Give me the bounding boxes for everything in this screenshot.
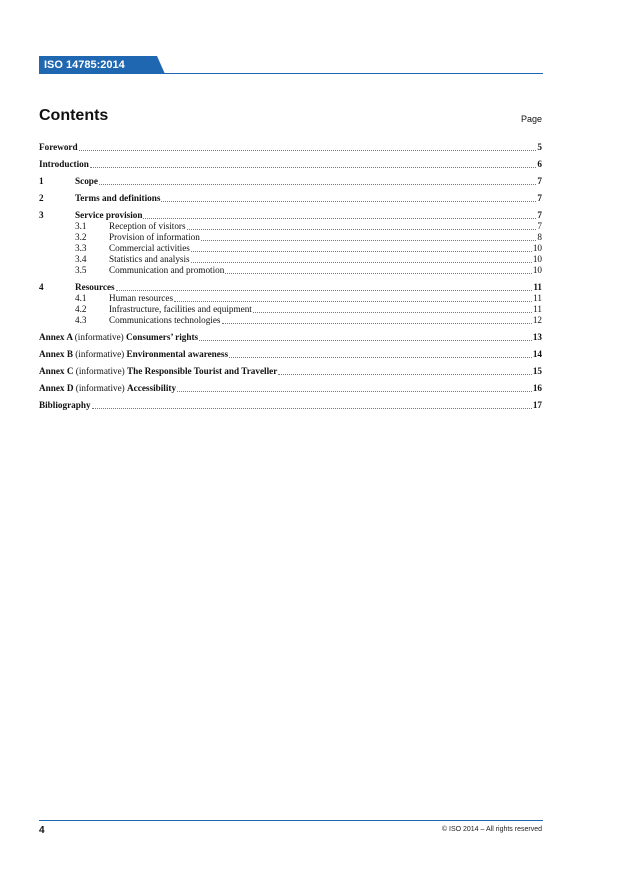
leader-dots (199, 339, 532, 341)
toc-entry-title (109, 315, 221, 326)
toc-entry[interactable] (39, 282, 542, 293)
toc-entry[interactable] (39, 349, 542, 360)
toc-entry[interactable] (39, 400, 542, 411)
toc-entry-text: Foreword (39, 142, 78, 152)
toc-entry-number: 3 (39, 210, 44, 220)
toc-entry-page: 12 (532, 315, 542, 325)
document-id-tab (39, 56, 157, 74)
leader-dots (92, 407, 532, 409)
toc-entry-text: The Responsible Tourist and Traveller (127, 366, 278, 376)
footer-page-number: 4 (39, 825, 45, 836)
toc-entry-title (39, 332, 198, 343)
leader-dots (225, 272, 531, 274)
page-column-label: Page (520, 114, 542, 124)
toc-entry-title (75, 210, 142, 221)
toc-entry[interactable] (39, 315, 542, 326)
toc-entry-text: Commercial activities (109, 243, 190, 253)
toc-entry-page: 7 (537, 210, 542, 220)
toc-entry-title (39, 159, 89, 170)
toc-entry-text: Provision of information (109, 232, 200, 242)
toc-entry-number: 4 (39, 282, 44, 292)
toc-entry-text: Communication and promotion (109, 265, 225, 275)
toc-entry-text: Scope (75, 176, 98, 186)
toc-entry-page: 6 (537, 159, 542, 169)
toc-entry[interactable] (39, 243, 542, 254)
toc-entry-text: Infrastructure, facilities and equipment (109, 304, 252, 314)
toc-entry-text: Resources (75, 282, 115, 292)
toc-entry[interactable] (39, 210, 542, 221)
toc-entry[interactable] (39, 159, 542, 170)
toc-entry-title (39, 142, 78, 153)
toc-entry-text: Human resources (109, 293, 174, 303)
toc-entry-page: 11 (533, 293, 542, 303)
toc-entry-page: 7 (537, 193, 542, 203)
toc-entry-title (109, 243, 190, 254)
toc-entry[interactable] (39, 221, 542, 232)
toc-entry-number: 2 (39, 193, 44, 203)
toc-entry[interactable] (39, 142, 542, 153)
toc-entry-page: 8 (537, 232, 542, 242)
toc-entry-title (109, 221, 186, 232)
leader-dots (229, 356, 532, 358)
annex-prefix: Annex C (informative) (39, 366, 128, 376)
toc-entry-page: 7 (537, 176, 542, 186)
leader-dots (161, 200, 536, 202)
toc-entry-number: 3.4 (75, 254, 87, 264)
document-id: ISO 14785:2014 (44, 59, 125, 71)
toc-entry-number: 4.3 (75, 315, 87, 325)
annex-prefix: Annex B (informative) (39, 349, 127, 359)
toc-entry-number: 4.2 (75, 304, 87, 314)
toc-entry[interactable] (39, 265, 542, 276)
leader-dots (79, 149, 537, 151)
toc-entry-title (39, 383, 176, 394)
toc-entry[interactable] (39, 332, 542, 343)
toc-entry-title (75, 176, 98, 187)
toc-entry-text: Environmental awareness (126, 349, 229, 359)
toc-entry-text: Bibliography (39, 400, 91, 410)
toc-entry-page: 13 (532, 332, 542, 342)
leader-dots (143, 217, 536, 219)
leader-dots (222, 322, 532, 324)
toc-entry-title (109, 232, 200, 243)
toc-entry-number: 1 (39, 176, 44, 186)
toc-entry-title (39, 400, 91, 411)
toc-entry-title (75, 193, 160, 204)
toc-entry-page: 10 (532, 254, 542, 264)
toc-entry-text: Consumers’ rights (126, 332, 199, 342)
toc-entry-number: 3.5 (75, 265, 87, 275)
toc-entry-page: 11 (533, 304, 542, 314)
toc-entry-page: 5 (537, 142, 542, 152)
footer-rule (39, 820, 543, 821)
toc-entry-page: 10 (532, 243, 542, 253)
toc-entry-text: Service provision (75, 210, 143, 220)
header-rule (39, 73, 543, 74)
toc-entry-text: Reception of visitors (109, 221, 186, 231)
toc-entry-title (39, 349, 228, 360)
toc-entry[interactable] (39, 304, 542, 315)
toc-entry-title (109, 293, 173, 304)
toc-entry-title (109, 265, 224, 276)
toc-entry-number: 4.1 (75, 293, 87, 303)
toc-entry-page: 15 (532, 366, 542, 376)
toc-entry[interactable] (39, 293, 542, 304)
toc-entry-page: 16 (532, 383, 542, 393)
leader-dots (174, 300, 532, 302)
toc-entry[interactable] (39, 366, 542, 377)
leader-dots (278, 373, 532, 375)
leader-dots (253, 311, 532, 313)
toc-entry-page: 10 (532, 265, 542, 275)
toc-entry-title (109, 254, 190, 265)
toc-entry-page: 14 (532, 349, 542, 359)
toc-entry-title (75, 282, 115, 293)
leader-dots (201, 239, 537, 241)
toc-entry-page: 11 (533, 282, 542, 292)
toc-entry-title (109, 304, 252, 315)
leader-dots (191, 261, 532, 263)
leader-dots (90, 166, 537, 168)
footer-copyright: © ISO 2014 – All rights reserved (441, 826, 542, 833)
toc-entry[interactable] (39, 232, 542, 243)
leader-dots (177, 390, 532, 392)
toc-entry[interactable] (39, 176, 542, 187)
toc-entry-number: 3.2 (75, 232, 87, 242)
annex-prefix: Annex D (informative) (39, 383, 128, 393)
toc-entry-text: Introduction (39, 159, 89, 169)
leader-dots (99, 183, 536, 185)
toc-entry-text: Communications technologies (109, 315, 221, 325)
toc-entry-text: Statistics and analysis (109, 254, 190, 264)
toc-entry-text: Accessibility (127, 383, 177, 393)
toc-entry[interactable] (39, 254, 542, 265)
toc-entry-number: 3.1 (75, 221, 87, 231)
toc-entry-page: 7 (537, 221, 542, 231)
toc-entry[interactable] (39, 383, 542, 394)
leader-dots (191, 250, 532, 252)
toc-entry-number: 3.3 (75, 243, 87, 253)
table-of-contents (39, 142, 542, 411)
contents-title: Contents (39, 107, 109, 124)
toc-entry-title (39, 366, 277, 377)
leader-dots (187, 228, 537, 230)
toc-entry[interactable] (39, 193, 542, 204)
leader-dots (116, 289, 533, 291)
annex-prefix: Annex A (informative) (39, 332, 127, 342)
toc-entry-page: 17 (532, 400, 542, 410)
toc-entry-text: Terms and definitions (75, 193, 161, 203)
